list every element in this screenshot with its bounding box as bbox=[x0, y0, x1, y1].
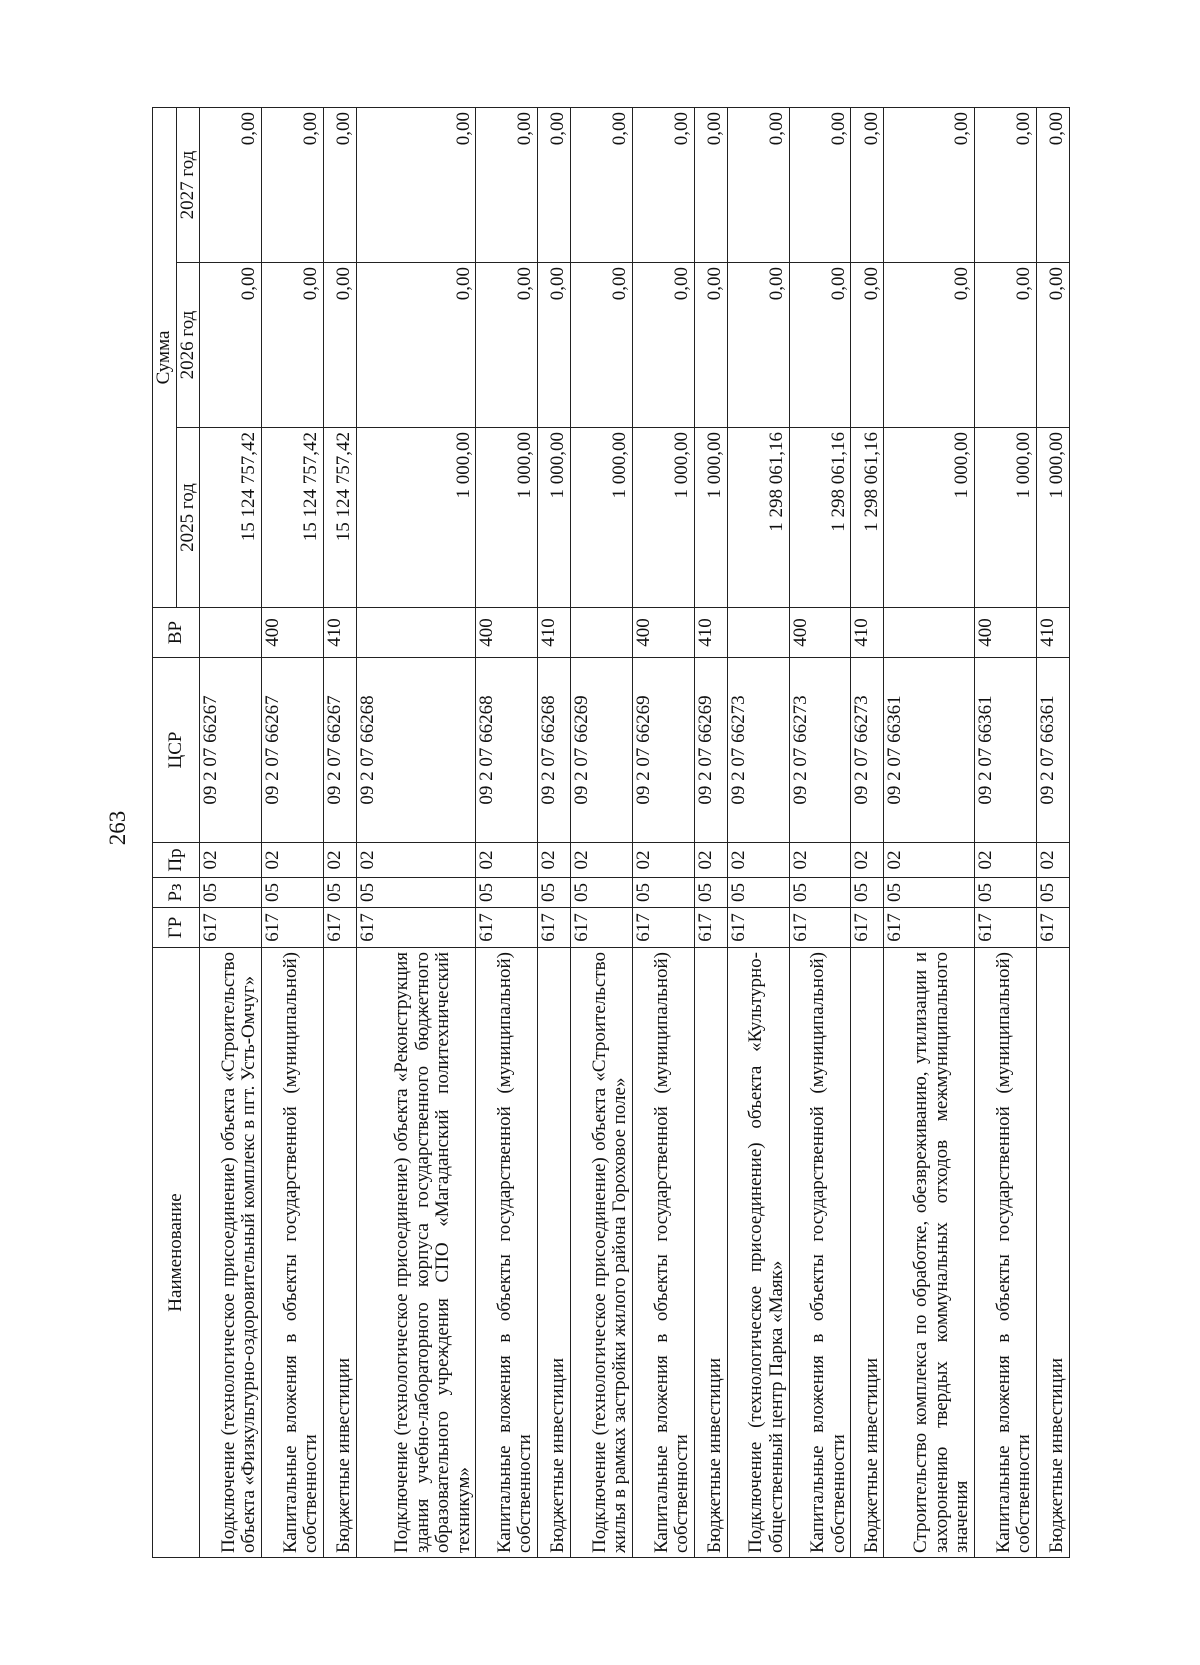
pr-cell: 02 bbox=[571, 843, 633, 878]
csr-cell: 09 2 07 66269 bbox=[571, 658, 633, 843]
rz-cell: 05 bbox=[571, 878, 633, 908]
table-row bbox=[476, 108, 538, 1558]
name-cell: Капитальные вложения в объекты государственной (муниципальной) собственности bbox=[789, 948, 851, 1558]
vr-cell bbox=[200, 608, 262, 658]
gr-cell: 617 bbox=[884, 908, 975, 948]
amount-2026-cell: 0,00 bbox=[974, 263, 1036, 428]
amount-2025-cell: 15 124 757,42 bbox=[200, 428, 262, 608]
rz-cell: 05 bbox=[537, 878, 570, 908]
pr-cell: 02 bbox=[261, 843, 323, 878]
amount-2025-cell: 1 000,00 bbox=[476, 428, 538, 608]
rz-cell: 05 bbox=[789, 878, 851, 908]
amount-2026-cell: 0,00 bbox=[1036, 263, 1069, 428]
csr-cell: 09 2 07 66268 bbox=[356, 658, 475, 843]
name-cell: Подключение (технологическое присоединение) объекта «Реконструкция здания учебно-лабораторного корпуса государственного бюджетного образовательного учреждения СПО «Магаданский политехнический техникум» bbox=[356, 948, 475, 1558]
gr-cell: 617 bbox=[727, 908, 789, 948]
rz-cell: 05 bbox=[851, 878, 884, 908]
gr-cell: 617 bbox=[571, 908, 633, 948]
vr-cell: 400 bbox=[476, 608, 538, 658]
amount-2025-cell: 1 298 061,16 bbox=[789, 428, 851, 608]
amount-2027-cell: 0,00 bbox=[974, 108, 1036, 263]
gr-cell: 617 bbox=[974, 908, 1036, 948]
gr-cell: 617 bbox=[851, 908, 884, 948]
rz-cell: 05 bbox=[356, 878, 475, 908]
csr-cell: 09 2 07 66361 bbox=[1036, 658, 1069, 843]
amount-2026-cell: 0,00 bbox=[694, 263, 727, 428]
name-cell: Капитальные вложения в объекты государственной (муниципальной) собственности bbox=[476, 948, 538, 1558]
budget-table-container bbox=[152, 108, 1070, 1558]
pr-cell: 02 bbox=[1036, 843, 1069, 878]
pr-cell: 02 bbox=[356, 843, 475, 878]
vr-cell: 410 bbox=[537, 608, 570, 658]
amount-2026-cell: 0,00 bbox=[571, 263, 633, 428]
amount-2025-cell: 1 000,00 bbox=[1036, 428, 1069, 608]
vr-cell: 410 bbox=[1036, 608, 1069, 658]
vr-cell bbox=[884, 608, 975, 658]
amount-2025-cell: 15 124 757,42 bbox=[323, 428, 356, 608]
amount-2026-cell: 0,00 bbox=[537, 263, 570, 428]
table-row bbox=[694, 108, 727, 1558]
pr-cell: 02 bbox=[694, 843, 727, 878]
table-row bbox=[356, 108, 475, 1558]
vr-cell: 400 bbox=[974, 608, 1036, 658]
amount-2027-cell: 0,00 bbox=[1036, 108, 1069, 263]
csr-cell: 09 2 07 66267 bbox=[261, 658, 323, 843]
pr-cell: 02 bbox=[884, 843, 975, 878]
amount-2027-cell: 0,00 bbox=[356, 108, 475, 263]
name-cell: Строительство комплекса по обработке, обезвреживанию, утилизации и захоронению твердых коммунальных отходов межмуниципального значения bbox=[884, 948, 975, 1558]
pr-cell: 02 bbox=[476, 843, 538, 878]
header-gr: ГР bbox=[153, 908, 200, 948]
rz-cell: 05 bbox=[694, 878, 727, 908]
name-cell: Капитальные вложения в объекты государственной (муниципальной) собственности bbox=[261, 948, 323, 1558]
rz-cell: 05 bbox=[974, 878, 1036, 908]
amount-2026-cell: 0,00 bbox=[884, 263, 975, 428]
amount-2025-cell: 1 000,00 bbox=[537, 428, 570, 608]
rz-cell: 05 bbox=[1036, 878, 1069, 908]
page-number: 263 bbox=[105, 810, 130, 846]
amount-2025-cell: 15 124 757,42 bbox=[261, 428, 323, 608]
vr-cell: 400 bbox=[632, 608, 694, 658]
table-row bbox=[851, 108, 884, 1558]
csr-cell: 09 2 07 66268 bbox=[537, 658, 570, 843]
amount-2027-cell: 0,00 bbox=[884, 108, 975, 263]
amount-2026-cell: 0,00 bbox=[789, 263, 851, 428]
csr-cell: 09 2 07 66267 bbox=[323, 658, 356, 843]
table-row bbox=[789, 108, 851, 1558]
amount-2027-cell: 0,00 bbox=[476, 108, 538, 263]
name-cell: Подключение (технологическое присоединение) объекта «Строительство жилья в рамках застройки жилого района Гороховое поле» bbox=[571, 948, 633, 1558]
table-row bbox=[632, 108, 694, 1558]
gr-cell: 617 bbox=[200, 908, 262, 948]
name-cell: Капитальные вложения в объекты государственной (муниципальной) собственности bbox=[632, 948, 694, 1558]
amount-2027-cell: 0,00 bbox=[323, 108, 356, 263]
rz-cell: 05 bbox=[200, 878, 262, 908]
name-cell: Подключение (технологическое присоединение) объекта «Строительство объекта «Физкультурно-оздоровительный комплекс в пгт. Усть-Омчуг» bbox=[200, 948, 262, 1558]
table-row bbox=[974, 108, 1036, 1558]
name-cell: Подключение (технологическое присоединение) объекта «Культурно-общественный центр Парка «Маяк» bbox=[727, 948, 789, 1558]
pr-cell: 02 bbox=[974, 843, 1036, 878]
table-row bbox=[537, 108, 570, 1558]
header-rz: Рз bbox=[153, 878, 200, 908]
amount-2025-cell: 1 000,00 bbox=[632, 428, 694, 608]
gr-cell: 617 bbox=[694, 908, 727, 948]
amount-2027-cell: 0,00 bbox=[727, 108, 789, 263]
rz-cell: 05 bbox=[884, 878, 975, 908]
budget-table bbox=[152, 107, 1070, 1558]
pr-cell: 02 bbox=[200, 843, 262, 878]
amount-2026-cell: 0,00 bbox=[727, 263, 789, 428]
amount-2027-cell: 0,00 bbox=[694, 108, 727, 263]
amount-2025-cell: 1 000,00 bbox=[974, 428, 1036, 608]
amount-2027-cell: 0,00 bbox=[261, 108, 323, 263]
vr-cell: 410 bbox=[851, 608, 884, 658]
gr-cell: 617 bbox=[261, 908, 323, 948]
header-2025: 2025 год bbox=[176, 428, 200, 608]
csr-cell: 09 2 07 66267 bbox=[200, 658, 262, 843]
header-name: Наименование bbox=[153, 948, 200, 1558]
table-row bbox=[727, 108, 789, 1558]
amount-2026-cell: 0,00 bbox=[851, 263, 884, 428]
vr-cell: 400 bbox=[789, 608, 851, 658]
amount-2026-cell: 0,00 bbox=[632, 263, 694, 428]
amount-2027-cell: 0,00 bbox=[789, 108, 851, 263]
name-cell: Капитальные вложения в объекты государственной (муниципальной) собственности bbox=[974, 948, 1036, 1558]
gr-cell: 617 bbox=[356, 908, 475, 948]
name-cell: Бюджетные инвестиции bbox=[323, 948, 356, 1558]
vr-cell bbox=[727, 608, 789, 658]
amount-2025-cell: 1 000,00 bbox=[884, 428, 975, 608]
rz-cell: 05 bbox=[261, 878, 323, 908]
csr-cell: 09 2 07 66273 bbox=[727, 658, 789, 843]
amount-2026-cell: 0,00 bbox=[356, 263, 475, 428]
pr-cell: 02 bbox=[789, 843, 851, 878]
amount-2025-cell: 1 000,00 bbox=[694, 428, 727, 608]
amount-2025-cell: 1 298 061,16 bbox=[727, 428, 789, 608]
pr-cell: 02 bbox=[851, 843, 884, 878]
amount-2026-cell: 0,00 bbox=[261, 263, 323, 428]
gr-cell: 617 bbox=[537, 908, 570, 948]
table-row bbox=[884, 108, 975, 1558]
pr-cell: 02 bbox=[632, 843, 694, 878]
gr-cell: 617 bbox=[323, 908, 356, 948]
csr-cell: 09 2 07 66269 bbox=[632, 658, 694, 843]
name-cell: Бюджетные инвестиции bbox=[1036, 948, 1069, 1558]
csr-cell: 09 2 07 66361 bbox=[974, 658, 1036, 843]
amount-2026-cell: 0,00 bbox=[476, 263, 538, 428]
csr-cell: 09 2 07 66361 bbox=[884, 658, 975, 843]
rz-cell: 05 bbox=[632, 878, 694, 908]
vr-cell bbox=[571, 608, 633, 658]
csr-cell: 09 2 07 66268 bbox=[476, 658, 538, 843]
gr-cell: 617 bbox=[476, 908, 538, 948]
gr-cell: 617 bbox=[632, 908, 694, 948]
table-row bbox=[1036, 108, 1069, 1558]
name-cell: Бюджетные инвестиции bbox=[851, 948, 884, 1558]
vr-cell: 410 bbox=[694, 608, 727, 658]
table-row bbox=[323, 108, 356, 1558]
gr-cell: 617 bbox=[1036, 908, 1069, 948]
table-row bbox=[571, 108, 633, 1558]
header-2026: 2026 год bbox=[176, 263, 200, 428]
csr-cell: 09 2 07 66273 bbox=[851, 658, 884, 843]
table-body bbox=[200, 108, 1070, 1558]
table-row bbox=[261, 108, 323, 1558]
amount-2026-cell: 0,00 bbox=[200, 263, 262, 428]
amount-2027-cell: 0,00 bbox=[851, 108, 884, 263]
amount-2026-cell: 0,00 bbox=[323, 263, 356, 428]
rz-cell: 05 bbox=[727, 878, 789, 908]
vr-cell: 410 bbox=[323, 608, 356, 658]
header-csr: ЦСР bbox=[153, 658, 200, 843]
pr-cell: 02 bbox=[727, 843, 789, 878]
name-cell: Бюджетные инвестиции bbox=[694, 948, 727, 1558]
amount-2027-cell: 0,00 bbox=[537, 108, 570, 263]
vr-cell bbox=[356, 608, 475, 658]
header-row-1 bbox=[153, 108, 177, 1558]
header-vr: ВР bbox=[153, 608, 200, 658]
name-cell: Бюджетные инвестиции bbox=[537, 948, 570, 1558]
pr-cell: 02 bbox=[537, 843, 570, 878]
amount-2025-cell: 1 000,00 bbox=[571, 428, 633, 608]
vr-cell: 400 bbox=[261, 608, 323, 658]
gr-cell: 617 bbox=[789, 908, 851, 948]
header-2027: 2027 год bbox=[176, 108, 200, 263]
header-pr: Пр bbox=[153, 843, 200, 878]
table-row bbox=[200, 108, 262, 1558]
amount-2027-cell: 0,00 bbox=[632, 108, 694, 263]
csr-cell: 09 2 07 66269 bbox=[694, 658, 727, 843]
amount-2025-cell: 1 298 061,16 bbox=[851, 428, 884, 608]
rz-cell: 05 bbox=[323, 878, 356, 908]
pr-cell: 02 bbox=[323, 843, 356, 878]
amount-2027-cell: 0,00 bbox=[571, 108, 633, 263]
rz-cell: 05 bbox=[476, 878, 538, 908]
csr-cell: 09 2 07 66273 bbox=[789, 658, 851, 843]
amount-2027-cell: 0,00 bbox=[200, 108, 262, 263]
amount-2025-cell: 1 000,00 bbox=[356, 428, 475, 608]
header-sum: Сумма bbox=[153, 108, 177, 608]
